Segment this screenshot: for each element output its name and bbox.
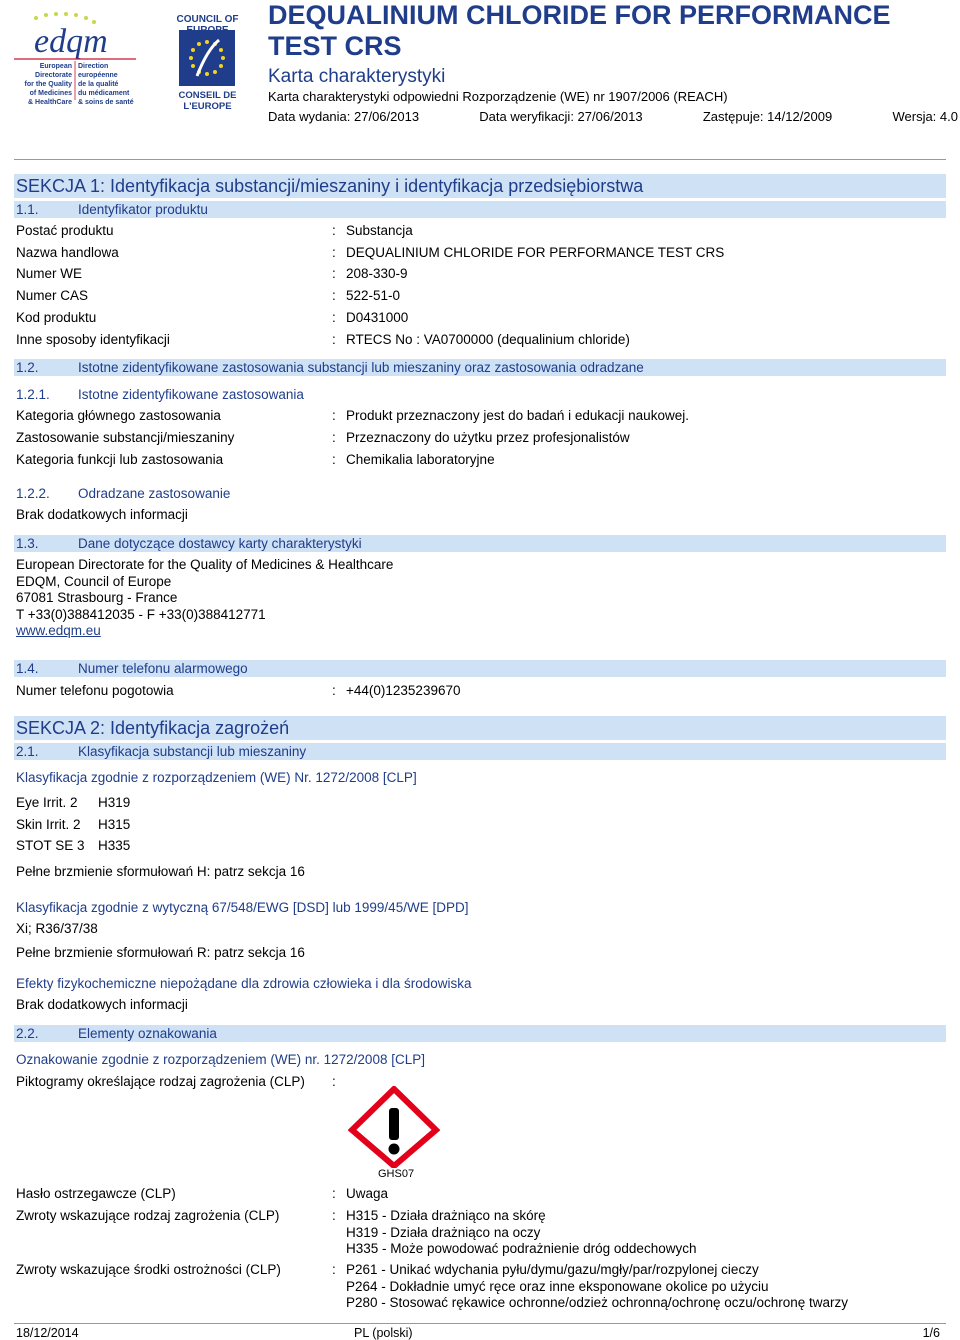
document-subtitle: Karta charakterystyki	[268, 66, 446, 87]
subsection-1-3	[14, 535, 946, 552]
coe-logo-bottom: CONSEIL DE L'EUROPE	[178, 90, 237, 112]
clp-heading: Klasyfikacja zgodnie z rozporządzeniem (WE) Nr. 1272/2008 [CLP]	[16, 770, 417, 785]
section-1-title: SEKCJA 1: Identyfikacja substancji/mieszaniny i identyfikacja przedsiębiorstwa	[14, 174, 946, 198]
hazard-statement: H335 - Może powodować podrażnienie dróg oddechowych	[346, 1241, 697, 1256]
info-row	[16, 264, 946, 284]
info-row	[16, 286, 946, 306]
row-colon: :	[332, 1208, 336, 1223]
edqm-logo-line: Direction européenne	[78, 63, 118, 79]
r-phrases-note: Pełne brzmienie sformułowań R: patrz sekcja 16	[16, 945, 305, 960]
row-label: Inne sposoby identyfikacji	[16, 332, 170, 347]
info-row	[16, 681, 946, 701]
clp-code: H319	[98, 795, 131, 810]
effects-text: Brak dodatkowych informacji	[16, 997, 188, 1012]
subsection-number: 1.2.	[16, 360, 39, 375]
page-footer	[14, 1323, 946, 1340]
info-row	[16, 243, 946, 263]
supplier-line: EDQM, Council of Europe	[16, 573, 172, 589]
clp-row	[16, 814, 130, 836]
subsection-1-2-1	[16, 387, 304, 402]
row-colon: :	[332, 288, 336, 303]
pictogram-row	[16, 1072, 946, 1092]
document-meta	[268, 109, 958, 124]
row-label: Piktogramy określające rodzaj zagrożenia (CLP)	[16, 1074, 305, 1089]
subsection-number: 1.4.	[16, 661, 39, 676]
pictogram-code: GHS07	[378, 1168, 415, 1180]
row-value: Uwaga	[346, 1186, 389, 1201]
row-label: Numer WE	[16, 266, 83, 281]
clp-class: STOT SE 3	[16, 838, 85, 853]
row-colon: :	[332, 1074, 336, 1089]
subsection-1-2	[14, 359, 946, 376]
no-info-text: Brak dodatkowych informacji	[16, 507, 188, 522]
subsection-number: 2.1.	[16, 744, 39, 759]
row-colon: :	[332, 1262, 336, 1277]
clp-class: Skin Irrit. 2	[16, 816, 81, 832]
edqm-logo-line: & HealthCare	[28, 99, 72, 106]
hazard-statement: H319 - Działa drażniąco na oczy	[346, 1224, 541, 1240]
subsection-number: 1.2.2.	[16, 486, 50, 501]
info-row	[16, 330, 946, 350]
info-row	[16, 308, 946, 328]
subsection-title: Istotne zidentyfikowane zastosowania substancji lub mieszaniny oraz zastosowania odradzane	[78, 360, 644, 375]
supplier-line: European Directorate for the Quality of Medicines & Healthcare	[16, 557, 394, 572]
row-value: DEQUALINIUM CHLORIDE FOR PERFORMANCE TEST CRS	[346, 245, 725, 260]
effects-heading: Efekty fizykochemiczne niepożądane dla zdrowia człowieka i dla środowiska	[16, 976, 472, 991]
row-label: Hasło ostrzegawcze (CLP)	[16, 1186, 176, 1201]
ghs07-exclamation-icon	[348, 1086, 440, 1168]
subsection-number: 1.2.1.	[16, 387, 50, 402]
row-value: Chemikalia laboratoryjne	[346, 452, 495, 467]
row-colon: :	[332, 310, 336, 325]
row-label: Postać produktu	[16, 223, 114, 238]
row-value: Produkt przeznaczony jest do badań i edukacji naukowej.	[346, 408, 689, 423]
edqm-logo	[14, 12, 136, 106]
council-of-europe-logo	[155, 14, 260, 112]
row-value: 208-330-9	[346, 266, 408, 281]
subsection-title: Klasyfikacja substancji lub mieszaniny	[78, 744, 307, 759]
subsection-1-1	[14, 201, 946, 218]
subsection-1-4	[14, 660, 946, 677]
row-colon: :	[332, 332, 336, 347]
dsd-heading: Klasyfikacja zgodnie z wytyczną 67/548/EWG [DSD] lub 1999/45/WE [DPD]	[16, 900, 469, 915]
regulation-note: Karta charakterystyki odpowiedni Rozporządzenie (WE) nr 1907/2006 (REACH)	[268, 89, 728, 104]
precautionary-statement: P264 - Dokładnie umyć ręce oraz inne eksponowane okolice po użyciu	[346, 1278, 769, 1294]
header-divider	[14, 159, 946, 160]
subsection-title: Identyfikator produktu	[78, 202, 208, 217]
row-label: Numer CAS	[16, 288, 89, 303]
row-value: Przeznaczony do użytku przez profesjonalistów	[346, 430, 630, 445]
precautionary-statement: P280 - Stosować rękawice ochronne/odzież ochronną/ochronę oczu/ochronę twarzy	[346, 1295, 849, 1310]
supplier-line: 67081 Strasbourg - France	[16, 590, 178, 605]
clp-code: H335	[98, 838, 131, 853]
row-value: RTECS No : VA0700000 (dequalinium chloride)	[346, 332, 630, 347]
row-value: Substancja	[346, 223, 413, 238]
edqm-logo-line: for the Quality	[24, 81, 72, 88]
subsection-title: Istotne zidentyfikowane zastosowania	[78, 387, 304, 402]
row-colon: :	[332, 1186, 336, 1201]
coe-flag-icon	[179, 30, 235, 86]
subsection-1-2-2	[16, 486, 230, 501]
row-value: +44(0)1235239670	[346, 683, 461, 698]
svg-text:edqm: edqm	[34, 23, 108, 60]
row-colon: :	[332, 430, 336, 445]
row-colon: :	[332, 408, 336, 423]
clp-row	[16, 792, 130, 814]
row-colon: :	[332, 683, 336, 698]
subsection-title: Dane dotyczące dostawcy karty charakterystyki	[78, 536, 362, 551]
document-title: DEQUALINIUM CHLORIDE FOR PERFORMANCE TEST CRS	[268, 0, 891, 61]
subsection-number: 2.2.	[16, 1026, 39, 1041]
subsection-title: Odradzane zastosowanie	[78, 486, 231, 501]
row-colon: :	[332, 452, 336, 467]
labelling-heading: Oznakowanie zgodnie z rozporządzeniem (WE) nr. 1272/2008 [CLP]	[16, 1052, 425, 1067]
edqm-logo-line: of Medicines	[29, 90, 72, 97]
version: Wersja: 4.0	[892, 109, 958, 124]
verification-date: Data weryfikacji: 27/06/2013	[479, 109, 643, 124]
clp-code: H315	[98, 816, 131, 832]
subsection-title: Numer telefonu alarmowego	[78, 661, 248, 676]
footer-page-number: 1/6	[922, 1326, 940, 1340]
row-colon: :	[332, 223, 336, 238]
row-label: Zwroty wskazujące środki ostrożności (CLP)	[16, 1262, 281, 1277]
section-2-title: SEKCJA 2: Identyfikacja zagrożeń	[14, 716, 946, 740]
clp-class: Eye Irrit. 2	[16, 795, 78, 810]
precautionary-statement: P261 - Unikać wdychania pyłu/dymu/gazu/mgły/par/rozpylonej cieczy	[346, 1262, 759, 1277]
coe-logo-top: COUNCIL OF	[176, 14, 239, 25]
edqm-logo-line: European Directorate	[35, 63, 72, 79]
row-label: Kategoria funkcji lub zastosowania	[16, 452, 224, 467]
row-label: Numer telefonu pogotowia	[16, 683, 174, 698]
info-row	[16, 450, 946, 470]
info-row	[16, 406, 946, 426]
row-value: 522-51-0	[346, 288, 401, 303]
hazard-statement: H315 - Działa drażniąco na skórę	[346, 1208, 546, 1223]
row-label: Kategoria głównego zastosowania	[16, 408, 221, 423]
info-row	[16, 428, 946, 448]
issue-date: Data wydania: 27/06/2013	[268, 109, 420, 124]
row-label: Zastosowanie substancji/mieszaniny	[16, 430, 235, 445]
row-value: D0431000	[346, 310, 409, 325]
info-row	[16, 221, 946, 241]
footer-language: PL (polski)	[354, 1326, 413, 1340]
subsection-number: 1.1.	[16, 202, 39, 217]
signal-word-row	[16, 1184, 946, 1204]
clp-row	[16, 835, 130, 857]
h-phrases-note: Pełne brzmienie sformułowań H: patrz sekcja 16	[16, 864, 305, 879]
row-label: Zwroty wskazujące rodzaj zagrożenia (CLP)	[16, 1208, 280, 1223]
supplier-website-link[interactable]: www.edqm.eu	[16, 623, 101, 638]
supersedes-date: Zastępuje: 14/12/2009	[702, 109, 833, 124]
subsection-title: Elementy oznakowania	[78, 1026, 217, 1041]
supplier-line: T +33(0)388412035 - F +33(0)388412771	[16, 606, 266, 622]
clp-classification-list	[16, 792, 130, 857]
edqm-logo-line: & soins de santé	[78, 99, 134, 106]
edqm-logo-line: du médicament	[78, 90, 130, 97]
row-label: Nazwa handlowa	[16, 245, 119, 260]
edqm-logo-line: de la qualité	[78, 81, 119, 88]
footer-date: 18/12/2014	[16, 1326, 79, 1340]
row-label: Kod produktu	[16, 310, 97, 325]
subsection-number: 1.3.	[16, 536, 39, 551]
dsd-value: Xi; R36/37/38	[16, 921, 98, 936]
row-colon: :	[332, 266, 336, 281]
subsection-2-2	[14, 1025, 946, 1042]
supplier-address	[16, 557, 393, 640]
subsection-2-1	[14, 743, 946, 760]
row-colon: :	[332, 245, 336, 260]
